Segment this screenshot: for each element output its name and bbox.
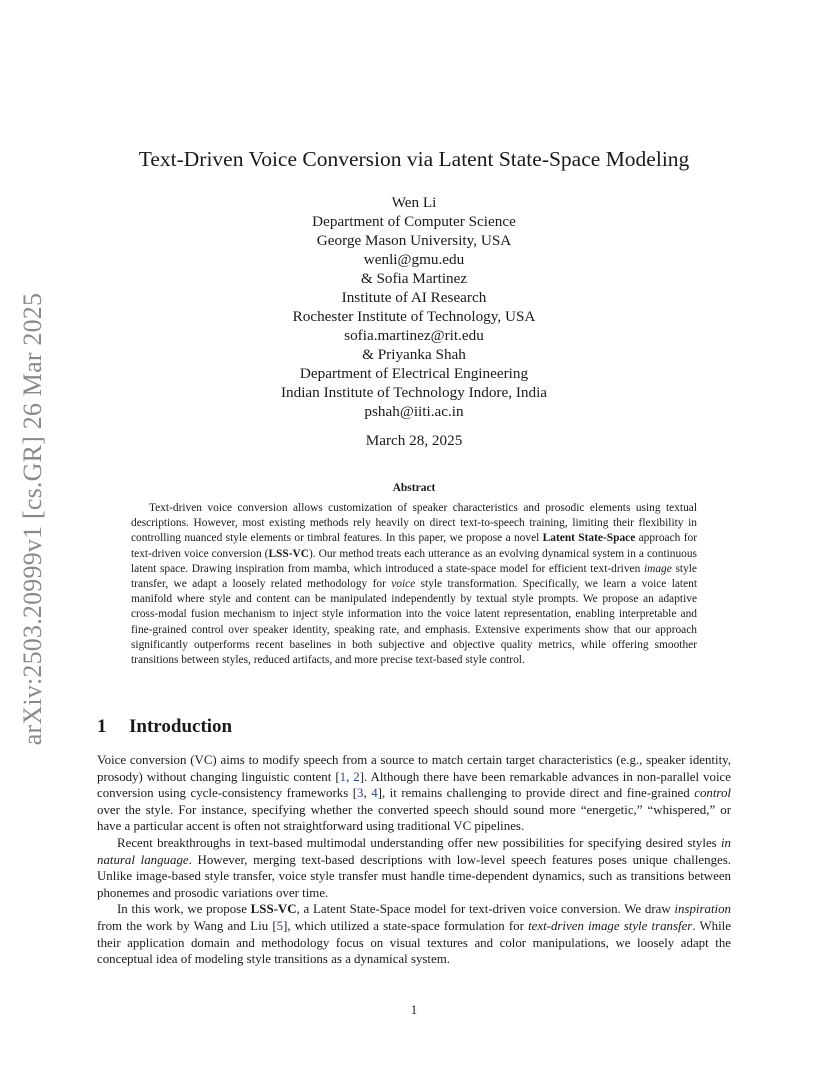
author-line: Wen Li xyxy=(391,194,437,211)
author-line: Department of Computer Science xyxy=(312,213,516,230)
arxiv-identifier: arXiv:2503.20999v1 [cs.GR] 26 Mar 2025 xyxy=(18,292,47,746)
introduction-body xyxy=(97,752,731,968)
author-line: Institute of AI Research xyxy=(341,289,487,306)
author-line: & Priyanka Shah xyxy=(362,346,466,363)
paragraph: In this work, we propose LSS-VC, a Latent State-Space model for text-driven voice conversion. We draw inspiration from the work by Wang and Liu [5], which utilized a state-space formulation for text-driven image style transfer. While their application domain and methodology focus on visual textures and color manipulations, we loosely adapt the conceptual idea of modeling style transitions as a dynamical system. xyxy=(97,902,731,967)
paragraph: Recent breakthroughs in text-based multimodal understanding offer new possibilities for specifying desired styles in natural language. However, merging text-based descriptions with low-level speech features poses unique challenges. Unlike image-based style transfer, voice style transfer must handle time-dependent dynamics, such as transitions between phonemes and prosodic variations over time. xyxy=(97,835,731,900)
paper-title: Text-Driven Voice Conversion via Latent State-Space Modeling xyxy=(138,147,690,171)
author-line: George Mason University, USA xyxy=(316,232,512,249)
section-title: Introduction xyxy=(129,716,233,737)
citation-link[interactable]: 5 xyxy=(276,918,284,933)
author-line: wenli@gmu.edu xyxy=(363,251,465,268)
author-line: & Sofia Martinez xyxy=(360,270,468,287)
abstract-heading: Abstract xyxy=(392,482,436,494)
section-number: 1 xyxy=(97,716,107,737)
author-line: Department of Electrical Engineering xyxy=(299,365,529,382)
citation-link[interactable]: 2 xyxy=(353,769,360,784)
citation-link[interactable]: 4 xyxy=(371,786,378,801)
section-heading-introduction xyxy=(97,716,232,738)
author-line: sofia.martinez@rit.edu xyxy=(344,327,484,344)
author-line: Indian Institute of Technology Indore, India xyxy=(280,384,548,401)
page-number: 1 xyxy=(410,1003,418,1017)
author-line: Rochester Institute of Technology, USA xyxy=(292,308,536,325)
citation-link[interactable]: 3 xyxy=(357,786,364,801)
abstract-text: Text-driven voice conversion allows customization of speaker characteristics and prosodic elements using textual descriptions. However, most existing methods rely heavily on direct text-to-speech training, limiting their flexibility in controlling nuanced style elements or timbral features. In this paper, we propose a novel Latent State-Space approach for text-driven voice conversion (LSS-VC). Our method treats each utterance as an evolving dynamical system in a continuous latent space. Drawing inspiration from mamba, which introduced a state-space model for efficient text-driven image style transfer, we adapt a loosely related methodology for voice style transformation. Specifically, we learn a voice latent manifold where style and content can be manipulated independently by textual style prompts. We propose an adaptive cross-modal fusion mechanism to inject style information into the voice latent representation, enabling interpretable and fine-grained control over speaker identity, speaking rate, and emphasis. Extensive experiments show that our approach significantly outperforms recent baselines in both subjective and objective quality metrics, while offering smoother transitions between styles, reduced artifacts, and more precise text-based style control. xyxy=(131,502,698,667)
author-line: pshah@iiti.ac.in xyxy=(364,403,464,420)
paper-date: March 28, 2025 xyxy=(365,432,463,449)
citation-link[interactable]: 1 xyxy=(339,769,347,784)
author-block xyxy=(0,193,828,421)
paragraph: Voice conversion (VC) aims to modify speech from a source to match certain target characteristics (e.g., speaker identity, prosody) without changing linguistic content [1, 2]. Although there have been remarkable advances in non-parallel voice conversion using cycle-consistency frameworks [3, 4], it remains challenging to provide direct and fine-grained control over the style. For instance, specifying whether the converted speech should sound more “energetic,” “whispered,” or have a particular accent is often not straightforward using traditional VC pipelines. xyxy=(97,753,731,834)
